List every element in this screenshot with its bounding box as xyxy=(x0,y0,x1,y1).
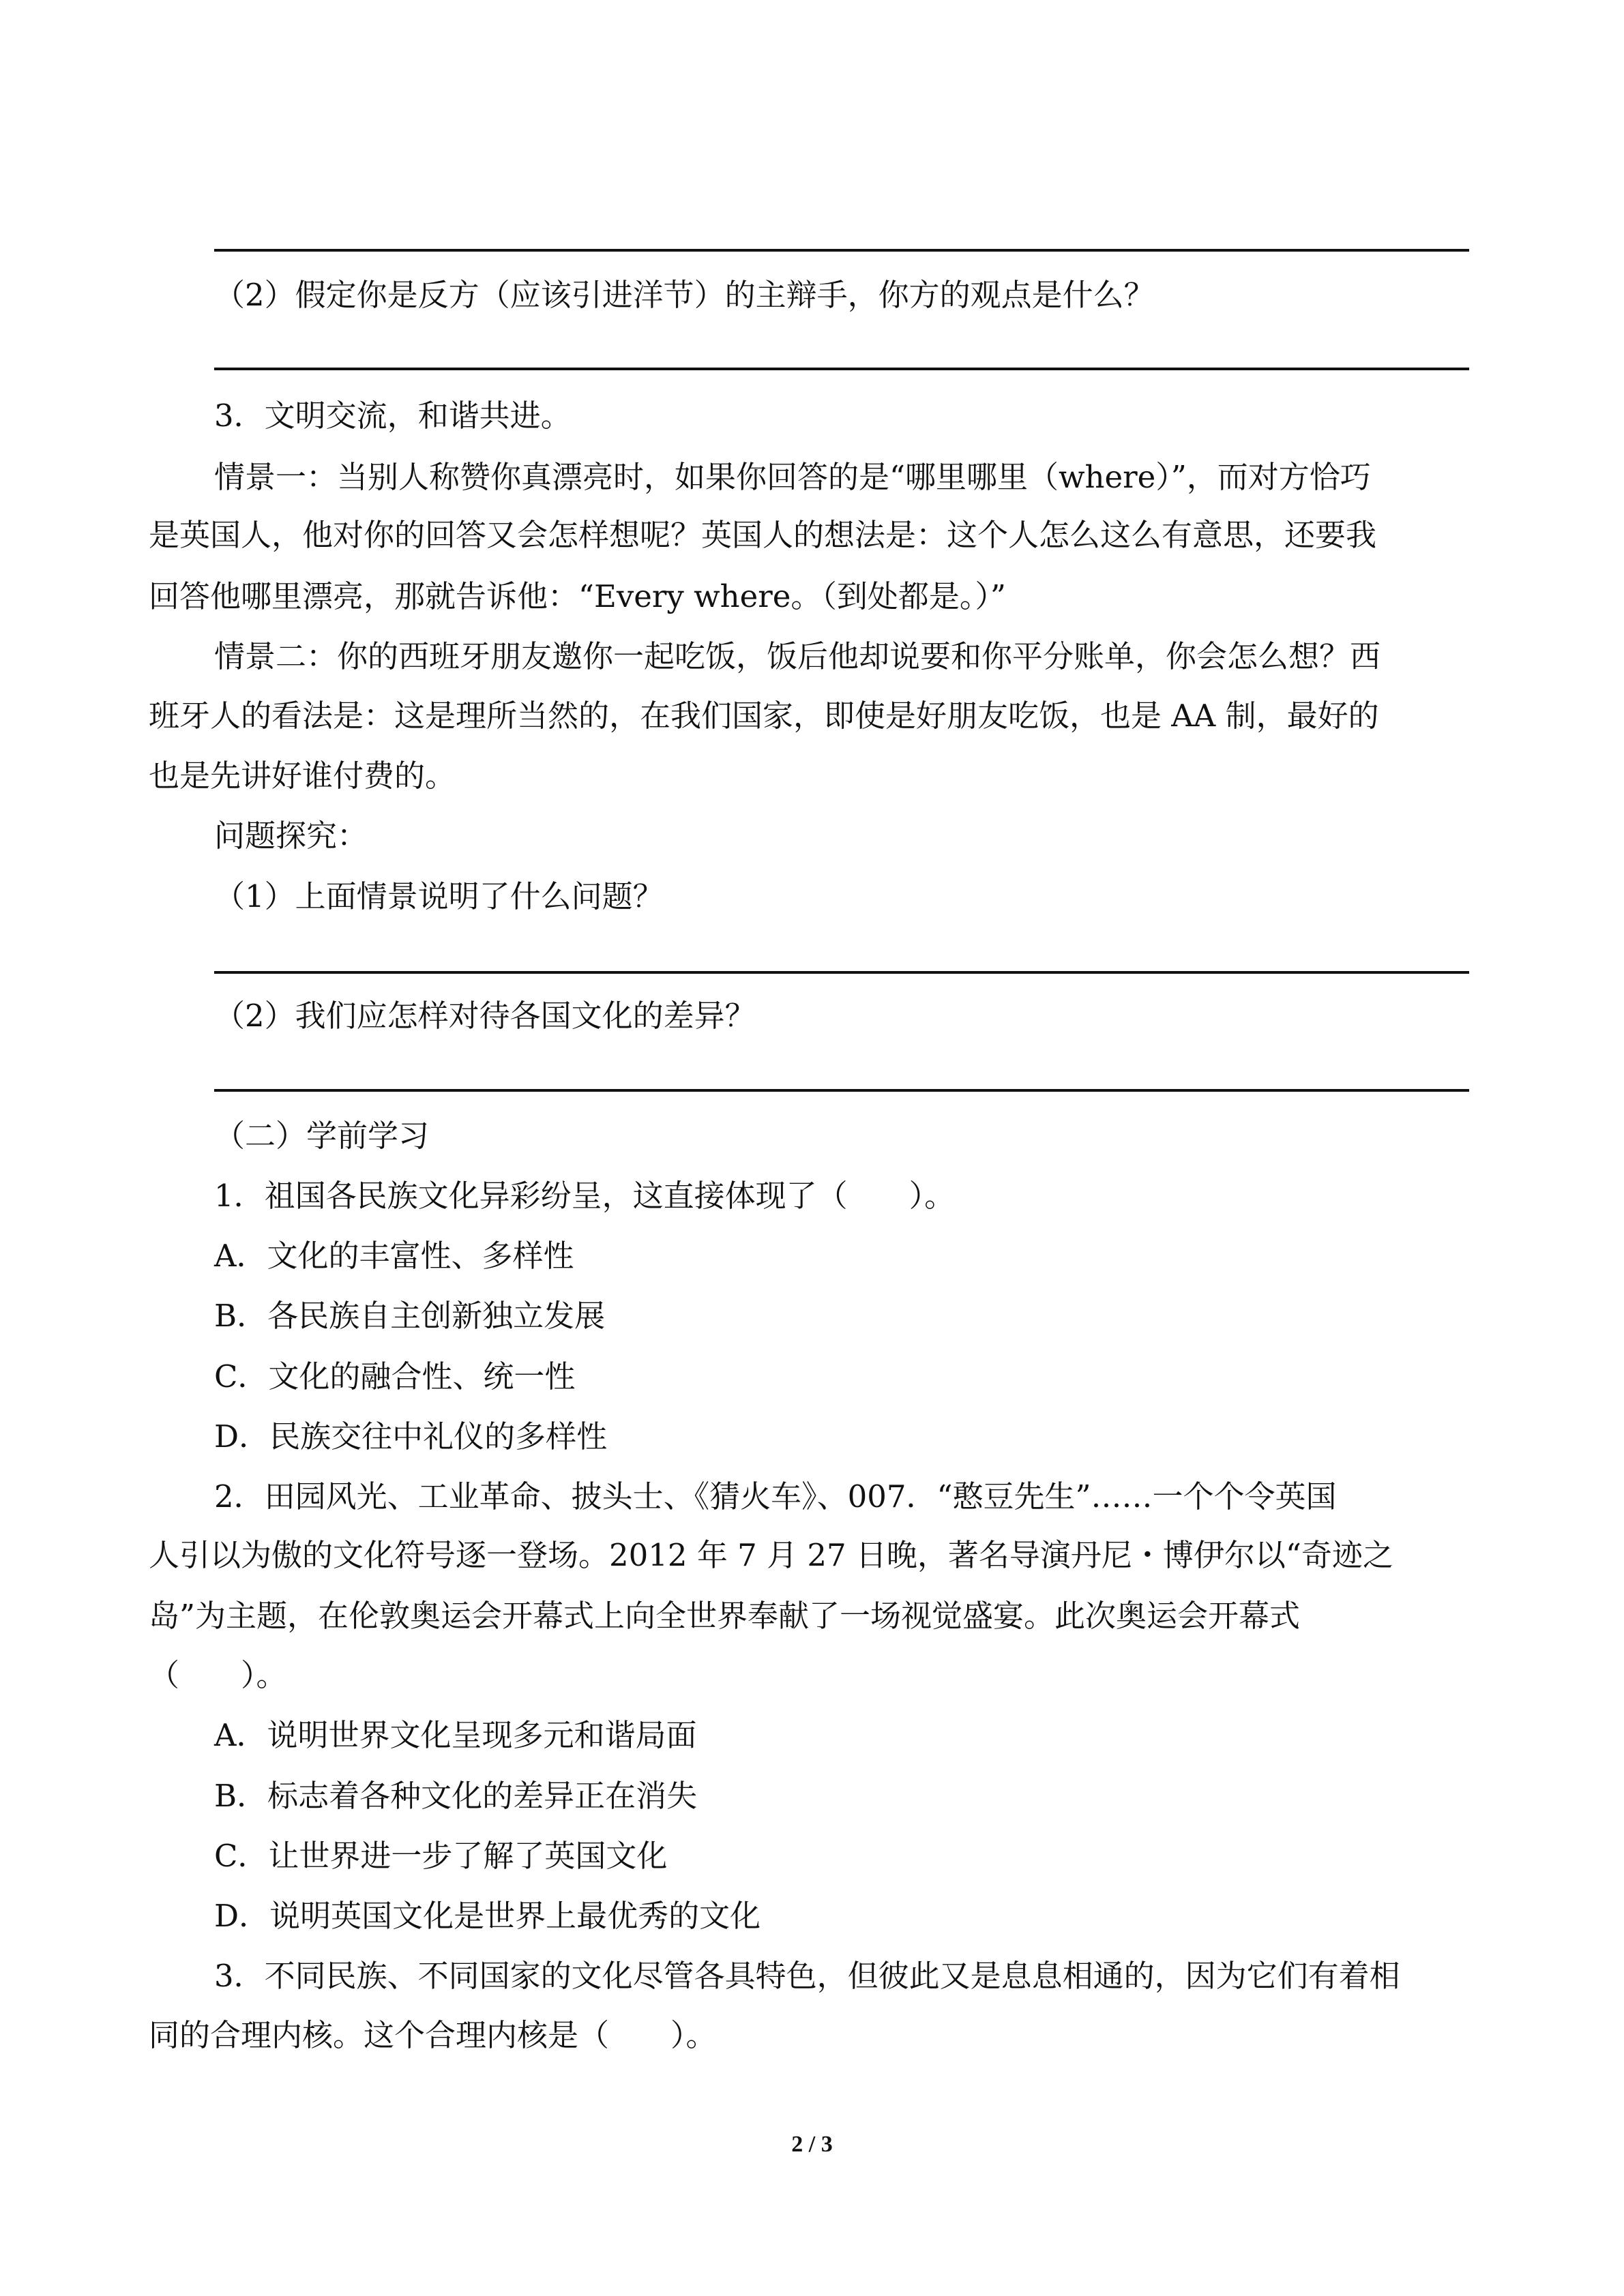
question-2-stem-line-2: 人引以为傲的文化符号逐一登场。2012 年 7 月 27 日晚，著名导演丹尼・博伊尔以“奇迹之 xyxy=(149,1537,1393,1573)
question-2-stem-line-3: 岛”为主题，在伦敦奥运会开幕式上向全世界奉献了一场视觉盛宴。此次奥运会开幕式 xyxy=(149,1598,1301,1634)
question-2-option-c: C．让世界进一步了解了英国文化 xyxy=(214,1838,668,1874)
scene-1-line-3: 回答他哪里漂亮，那就告诉他：“Every where。（到处都是。）” xyxy=(149,578,1006,614)
question-1-stem: 1．祖国各民族文化异彩纷呈，这直接体现了（ ）。 xyxy=(214,1178,956,1214)
section-heading: （二）学前学习 xyxy=(214,1118,430,1154)
question-1-option-a: A．文化的丰富性、多样性 xyxy=(214,1238,574,1274)
question-2-option-d: D．说明英国文化是世界上最优秀的文化 xyxy=(214,1898,761,1934)
inquiry-question-2: （2）我们应怎样对待各国文化的差异？ xyxy=(214,998,756,1034)
inquiry-label: 问题探究： xyxy=(214,818,368,854)
question-2-option-a: A．说明世界文化呈现多元和谐局面 xyxy=(214,1717,697,1753)
answer-line-2 xyxy=(214,368,1469,370)
scene-2-line-3: 也是先讲好谁付费的。 xyxy=(149,758,456,794)
inquiry-question-1: （1）上面情景说明了什么问题？ xyxy=(214,878,664,914)
scene-2-line-2: 班牙人的看法是：这是理所当然的，在我们国家，即使是好朋友吃饭，也是 AA 制，最好的 xyxy=(149,698,1379,734)
answer-line-1 xyxy=(214,249,1469,252)
question-2-option-b: B．标志着各种文化的差异正在消失 xyxy=(214,1778,698,1814)
scene-2-line-1: 情景二：你的西班牙朋友邀你一起吃饭，饭后他却说要和你平分账单，你会怎么想？西 xyxy=(214,638,1381,674)
question-1-option-d: D．民族交往中礼仪的多样性 xyxy=(214,1418,608,1455)
question-2-stem-line-4: （ ）。 xyxy=(149,1657,287,1693)
page-number: 2 / 3 xyxy=(791,2132,833,2157)
item-3-title: 3．文明交流，和谐共进。 xyxy=(214,398,572,434)
answer-line-3 xyxy=(214,971,1469,974)
scene-1-line-2: 是英国人，他对你的回答又会怎样想呢？英国人的想法是：这个人怎么这么有意思，还要我 xyxy=(149,517,1377,553)
question-1-option-b: B．各民族自主创新独立发展 xyxy=(214,1298,606,1334)
question-2-prompt: （2）假定你是反方（应该引进洋节）的主辩手，你方的观点是什么？ xyxy=(214,277,1155,313)
question-1-option-c: C．文化的融合性、统一性 xyxy=(214,1358,576,1395)
question-3-stem-line-2: 同的合理内核。这个合理内核是（ ）。 xyxy=(149,2017,717,2053)
question-3-stem-line-1: 3．不同民族、不同国家的文化尽管各具特色，但彼此又是息息相通的，因为它们有着相 xyxy=(214,1958,1400,1994)
scene-1-line-1: 情景一：当别人称赞你真漂亮时，如果你回答的是“哪里哪里（where）”，而对方恰巧 xyxy=(214,459,1371,495)
question-2-stem-line-1: 2．田园风光、工业革命、披头士、《猜火车》、007．“憨豆先生”……一个个令英国 xyxy=(214,1478,1337,1515)
answer-line-4 xyxy=(214,1089,1469,1092)
